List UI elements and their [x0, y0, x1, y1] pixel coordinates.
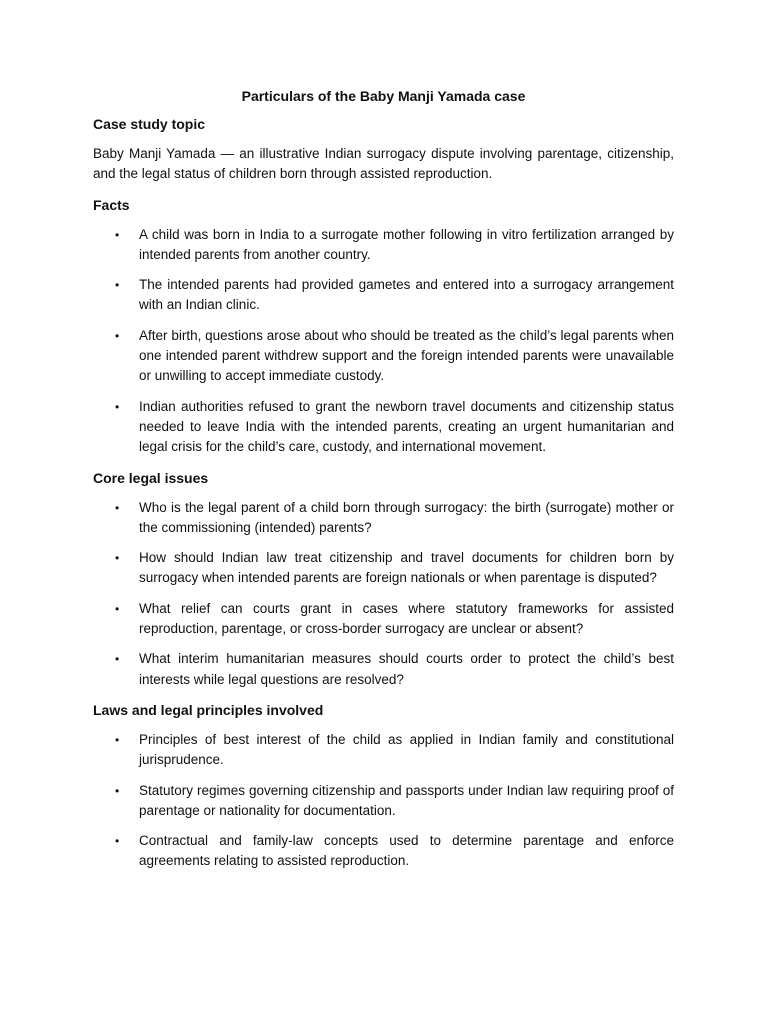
document-page	[93, 86, 674, 882]
list-item	[93, 548, 674, 589]
case-study-topic-paragraph: Baby Manji Yamada — an illustrative Indian surrogacy dispute involving parentage, citizenship, and the legal status of children born through assisted reproduction.	[93, 146, 674, 182]
core-legal-issues-list	[93, 498, 674, 690]
laws-and-principles-list	[93, 730, 674, 872]
list-item-text: Indian authorities refused to grant the newborn travel documents and citizenship status needed to leave India with the intended parents, creating an urgent humanitarian and legal crisis for the child’s care, custody, and international movement.	[139, 398, 674, 455]
section-heading-case-study-topic: Case study topic	[93, 116, 206, 132]
list-item	[93, 599, 674, 640]
document-title: Particulars of the Baby Manji Yamada case	[241, 88, 526, 104]
section-heading-core-legal-issues: Core legal issues	[93, 469, 209, 486]
list-item-text: What relief can courts grant in cases where statutory frameworks for assisted reproduction, parentage, or cross-border surrogacy are unclear or absent?	[139, 600, 674, 637]
section-heading-facts: Facts	[93, 196, 130, 213]
bullet-icon: •	[115, 328, 120, 343]
bullet-icon: •	[115, 783, 120, 798]
list-item	[93, 649, 674, 690]
bullet-icon: •	[115, 652, 120, 667]
bullet-icon: •	[115, 834, 120, 849]
bullet-icon: •	[115, 227, 120, 242]
list-item	[93, 730, 674, 771]
list-item-text: Statutory regimes governing citizenship and passports under Indian law requiring proof of parentage or nationality for documentation.	[139, 782, 674, 818]
list-item-text: A child was born in India to a surrogate mother following in vitro fertilization arranged by intended parents from another country.	[139, 226, 674, 262]
bullet-icon: •	[115, 732, 120, 747]
bullet-icon: •	[115, 551, 120, 566]
list-item	[93, 225, 674, 266]
list-item-text: How should Indian law treat citizenship and travel documents for children born by surrogacy when intended parents are foreign nationals or when parentage is disputed?	[139, 550, 674, 586]
bullet-icon: •	[115, 399, 120, 414]
facts-list	[93, 225, 674, 458]
list-item-text: Who is the legal parent of a child born through surrogacy: the birth (surrogate) mother or the commissioning (intended) parents?	[139, 499, 674, 535]
list-item-text: The intended parents had provided gametes and entered into a surrogacy arrangement with an Indian clinic.	[139, 277, 674, 313]
list-item	[93, 397, 674, 458]
section-heading-laws-and-principles: Laws and legal principles involved	[93, 701, 324, 718]
list-item	[93, 275, 674, 316]
bullet-icon: •	[115, 601, 120, 616]
bullet-icon: •	[115, 500, 120, 515]
list-item	[93, 831, 674, 872]
list-item-text: Principles of best interest of the child as applied in Indian family and constitutional jurisprudence.	[139, 731, 674, 768]
list-item	[93, 326, 674, 387]
bullet-icon: •	[115, 278, 120, 293]
list-item-text: Contractual and family-law concepts used to determine parentage and enforce agreements relating to assisted reproduction.	[139, 833, 674, 869]
list-item-text: After birth, questions arose about who should be treated as the child’s legal parents when one intended parent withdrew support and the foreign intended parents were unavailable or unwilling to accept immediate custody.	[139, 327, 674, 384]
list-item	[93, 781, 674, 822]
list-item	[93, 498, 674, 539]
list-item-text: What interim humanitarian measures should courts order to protect the child’s best interests while legal questions are resolved?	[139, 651, 674, 687]
